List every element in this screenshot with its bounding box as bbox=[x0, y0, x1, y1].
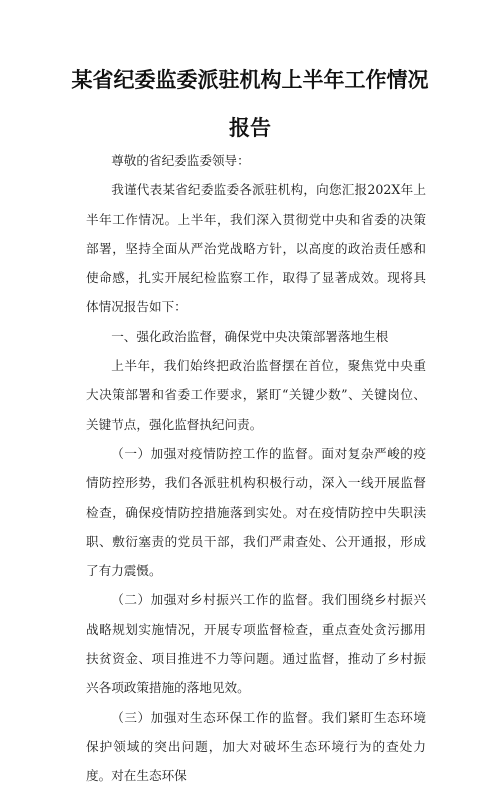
document-title-line-1: 某省纪委监委派驻机构上半年工作情况 bbox=[71, 68, 429, 92]
paragraph-political-supervision: 上半年，我们始终把政治监督摆在首位，聚焦党中央重大决策部署和省委工作要求，紧盯“关键少数”、关键岗位、关键节点，强化监督执纪问责。 bbox=[86, 358, 426, 432]
section-heading-1: 一、强化政治监督，确保党中央决策部署落地生根 bbox=[111, 328, 389, 344]
paragraph-rural-revitalization: （二）加强对乡村振兴工作的监督。我们围绕乡村振兴战略规划实施情况，开展专项监督检查，重点查处贪污挪用扶贫资金、项目推进不力等问题。通过监督，推动了乡村振兴各项政策措施的落地见效。 bbox=[86, 592, 426, 696]
document-title-line-2: 报告 bbox=[229, 116, 271, 140]
paragraph-epidemic-supervision: （一）加强对疫情防控工作的监督。面对复杂严峻的疫情防控形势，我们各派驻机构积极行动，深入一线开展监督检查，确保疫情防控措施落到实处。对在疫情防控中失职渎职、敷衍塞责的党员干部，我们严肃查处、公开通报，形成了有力震慑。 bbox=[86, 445, 426, 579]
salutation: 尊敬的省纪委监委领导： bbox=[111, 153, 250, 168]
document-body bbox=[86, 146, 426, 791]
paragraph-intro: 我谨代表某省纪委监委各派驻机构，向您汇报202X年上半年工作情况。上半年，我们深入贯彻党中央和省委的决策部署，坚持全面从严治党战略方针，以高度的政治责任感和使命感，扎实开展纪检监察工作，取得了显著成效。现将具体情况报告如下： bbox=[86, 182, 426, 315]
paragraph-ecological-protection: （三）加强对生态环保工作的监督。我们紧盯生态环境保护领域的突出问题，加大对破坏生态环境行为的查处力度。对在生态环保 bbox=[86, 709, 426, 784]
